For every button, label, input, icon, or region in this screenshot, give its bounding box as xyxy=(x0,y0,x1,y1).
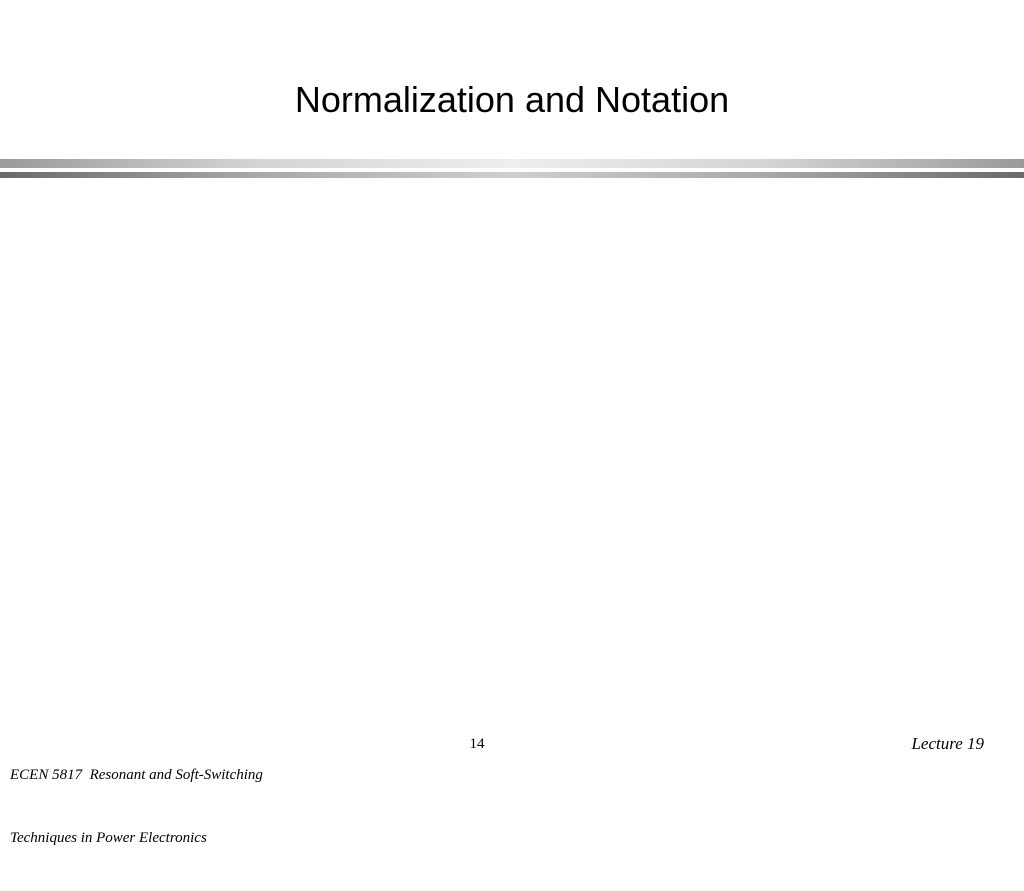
title-divider-lower xyxy=(0,172,1024,178)
title-divider-upper xyxy=(0,159,1024,168)
footer-lecture-label: Lecture 19 xyxy=(911,734,984,753)
slide-title: Normalization and Notation xyxy=(294,79,730,120)
page-number: 14 xyxy=(469,736,485,752)
slide-content-area xyxy=(0,180,1024,710)
footer-course-info xyxy=(10,723,263,891)
footer-course-line2: Techniques in Power Electronics xyxy=(10,830,207,846)
footer-course-line1: ECEN 5817 Resonant and Soft-Switching xyxy=(10,767,263,783)
